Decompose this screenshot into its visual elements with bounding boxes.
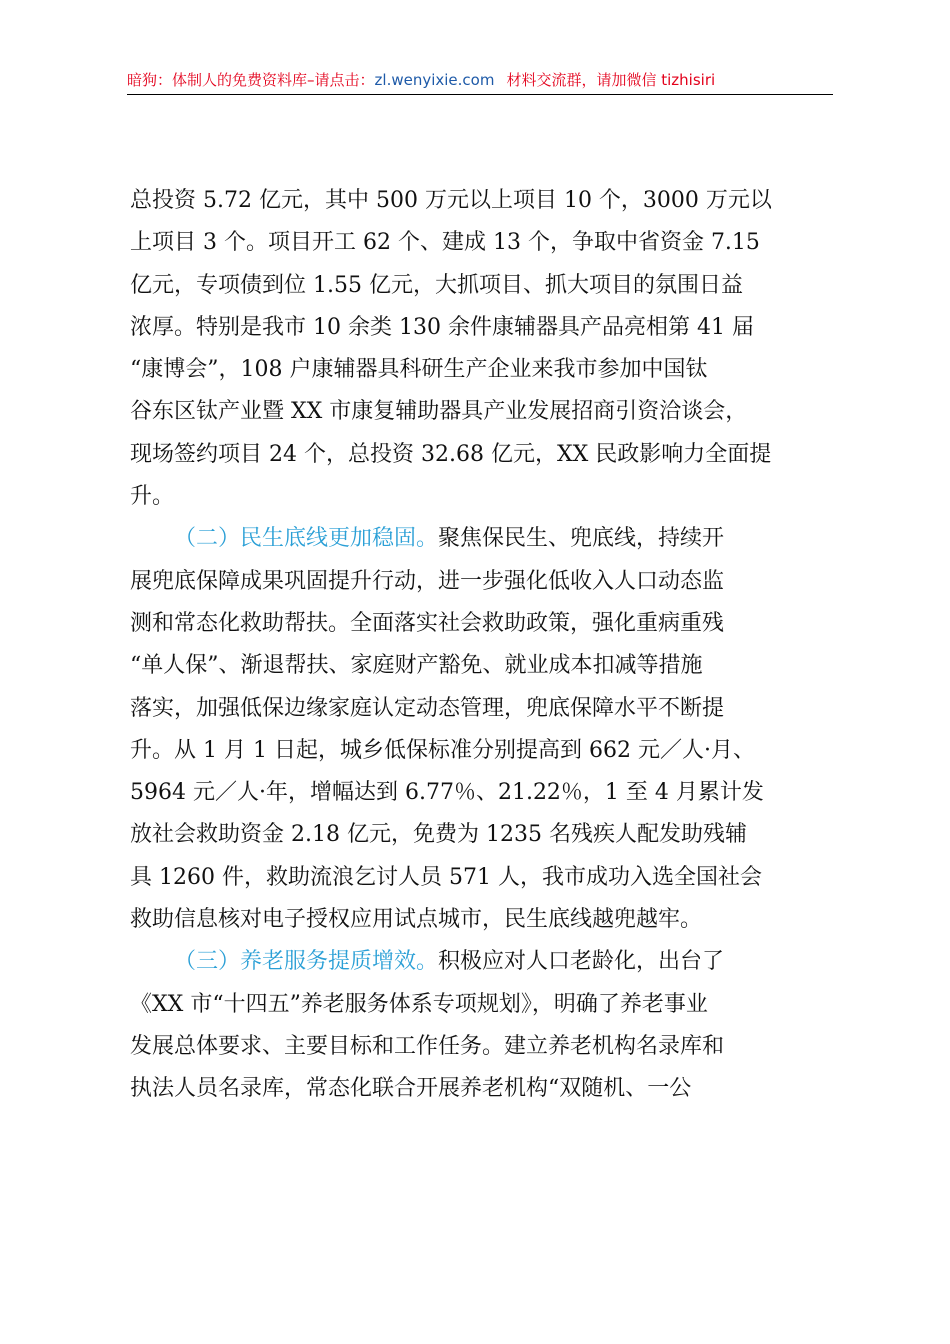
section-2-first-line: [130, 518, 850, 560]
text-line: 5964 元／人·年，增幅达到 6.77％、21.22％，1 至 4 月累计发: [130, 780, 764, 806]
text-line: 浓厚。特别是我市 10 余类 130 余件康辅器具产品亮相第 41 届: [130, 314, 754, 340]
site-name: 暗狗：体制人的免费资料库: [127, 71, 308, 89]
section-2-heading: （二）民生底线更加稳固。: [174, 526, 439, 552]
text-line: 现场签约项目 24 个，总投资 32.68 亿元，XX 民政影响力全面提: [130, 441, 772, 467]
text-line: 谷东区钛产业暨 XX 市康复辅助器具产业发展招商引资洽谈会，: [130, 399, 748, 425]
text-line: 升。: [130, 484, 175, 510]
text-line: 执法人员名录库，常态化联合开展养老机构“双随机、一公: [130, 1076, 692, 1102]
text-line: 亿元，专项债到位 1.55 亿元，大抓项目、抓大项目的氛围日益: [130, 272, 743, 298]
text-line: 放社会救助资金 2.18 亿元，免费为 1235 名残疾人配发助残辅: [130, 822, 747, 848]
text-line: 落实，加强低保边缘家庭认定动态管理，兜底保障水平不断提: [130, 695, 725, 721]
header-divider: [127, 94, 833, 95]
text-line: 发展总体要求、主要目标和工作任务。建立养老机构名录库和: [130, 1033, 725, 1059]
page-header: [127, 66, 833, 94]
section-3-lead: 积极应对人口老龄化，出台了: [438, 949, 725, 975]
text-line: 总投资 5.72 亿元，其中 500 万元以上项目 10 个，3000 万元以: [130, 188, 772, 213]
contact-text: 材料交流群，请加微信 tizhisiri: [506, 71, 716, 89]
click-label: –请点击：: [307, 71, 375, 89]
text-line: 展兜底保障成果巩固提升行动，进一步强化低收入人口动态监: [130, 568, 725, 594]
text-line: 具 1260 件，救助流浪乞讨人员 571 人，我市成功入选全国社会: [130, 864, 762, 890]
site-link[interactable]: zl.wenyixie.com: [374, 71, 495, 89]
section-3-heading: （三）养老服务提质增效。: [174, 949, 439, 975]
text-line: “单人保”、渐退帮扶、家庭财产豁免、就业成本扣减等措施: [130, 653, 703, 679]
text-line: 升。从 1 月 1 日起，城乡低保标准分别提高到 662 元／人·月、: [130, 737, 755, 763]
section-3-first-line: [130, 941, 850, 983]
section-2-lead: 聚焦保民生、兜底线，持续开: [438, 526, 725, 552]
text-line: 《XX 市“十四五”养老服务体系专项规划》，明确了养老事业: [130, 991, 708, 1017]
text-line: 上项目 3 个。项目开工 62 个、建成 13 个，争取中省资金 7.15: [130, 230, 760, 256]
document-body: [130, 180, 850, 1111]
text-line: 测和常态化救助帮扶。全面落实社会救助政策，强化重病重残: [130, 610, 725, 636]
text-line: 救助信息核对电子授权应用试点城市，民生底线越兜越牢。: [130, 907, 703, 933]
text-line: “康博会”，108 户康辅器具科研生产企业来我市参加中国钛: [130, 357, 708, 383]
